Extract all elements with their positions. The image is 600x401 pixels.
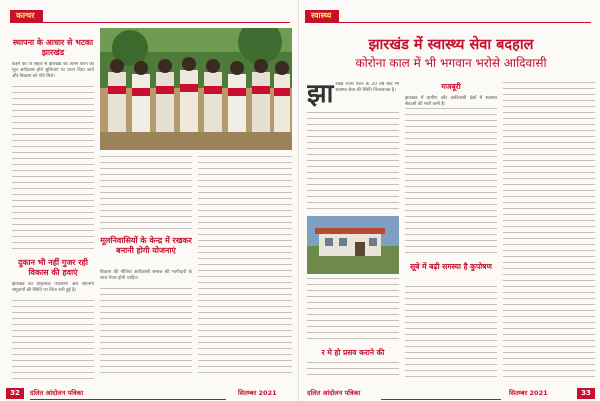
subheadline: कोरोना काल में भी भगवान भरोसे आदिवासी [355, 56, 547, 70]
text-lines [503, 82, 595, 378]
text-lines [307, 278, 399, 342]
left-column-1b [12, 282, 94, 380]
left-page [0, 0, 299, 401]
text-lines [12, 300, 94, 380]
text-lines [100, 156, 192, 230]
left-footer [0, 387, 298, 401]
dance-illustration [100, 28, 292, 150]
section-rule [305, 22, 591, 23]
section-tab-health: स्वास्थ्य [305, 10, 339, 22]
subhead-rmo: र मे हो प्रसव कराने की [321, 348, 385, 357]
tribal-dance-photo [100, 28, 292, 150]
page-number: 32 [6, 388, 24, 399]
left-column-2 [100, 156, 192, 378]
article3-text: विकास की नीतियां आदिवासी समाज की भागीदारी के साथ तैयार होनी चाहिए। [100, 270, 192, 281]
footer-date: सितम्बर 2021 [238, 389, 277, 397]
building-illustration [307, 216, 399, 274]
article1-text: कहने को तो बिहार से झारखंड को अलग करने का मूल आदिवास होने सुविधाएं पर ध्यान दिया जाये और विकास को गति मिले। [12, 62, 94, 79]
footer-title: दलित आंदोलन पत्रिका [30, 389, 84, 397]
section-tab-culture: कल्चर [10, 10, 43, 22]
health-centre-photo [307, 216, 399, 274]
text-lines [12, 86, 94, 254]
article3-heading: मूलनिवासियों के केन्द्र में रखकर बनानी होगी योजनाएं [100, 236, 192, 255]
text-lines [307, 112, 399, 214]
dropcap: झा [307, 82, 334, 109]
footer-date: सितम्बर 2021 [509, 389, 548, 397]
right-column-2 [405, 82, 497, 378]
right-column-3 [503, 82, 595, 378]
page-number: 33 [577, 388, 595, 399]
headline: झारखंड में स्वास्थ्य सेवा बदहाल [368, 36, 534, 53]
lead-text: रखंड राज्य गठन के 20 वर्ष बाद भी स्वास्थ्य सेवा की स्थिति चिंताजनक है। [335, 82, 399, 93]
footer-rule [30, 399, 226, 400]
left-column-1 [12, 62, 94, 254]
text-lines [100, 288, 192, 378]
right-page [301, 0, 600, 401]
text-lines [198, 156, 292, 378]
right-column-1b [307, 278, 399, 378]
text-lines [405, 286, 497, 378]
article2-text: झारखंड का प्राकृतिक पर्यावरण और स्थानीय समुदायों की स्थिति पर चिंता बनी हुई है। [12, 282, 94, 293]
footer-rule [381, 399, 501, 400]
text-lines [307, 362, 399, 378]
body-text: झारखंड में ग्रामीण और आदिवासी क्षेत्रों में स्वास्थ्य सेवाओं की भारी कमी है। [405, 96, 497, 107]
right-footer [301, 387, 600, 401]
left-column-3 [198, 156, 292, 378]
subhead-majboori: मजबूरी [441, 82, 461, 91]
text-lines [405, 108, 497, 256]
subhead-kuposhan: सूबे में बढ़ी समस्या है कुपोषण [410, 262, 492, 271]
article2-heading: दुकान भी नहीं गुजर रही विकास की हवाएं [18, 258, 88, 277]
footer-title: दलित आंदोलन पत्रिका [307, 389, 361, 397]
section-rule [10, 22, 290, 23]
article1-heading: स्थापना के आधार से भटका झारखंड [12, 38, 94, 57]
